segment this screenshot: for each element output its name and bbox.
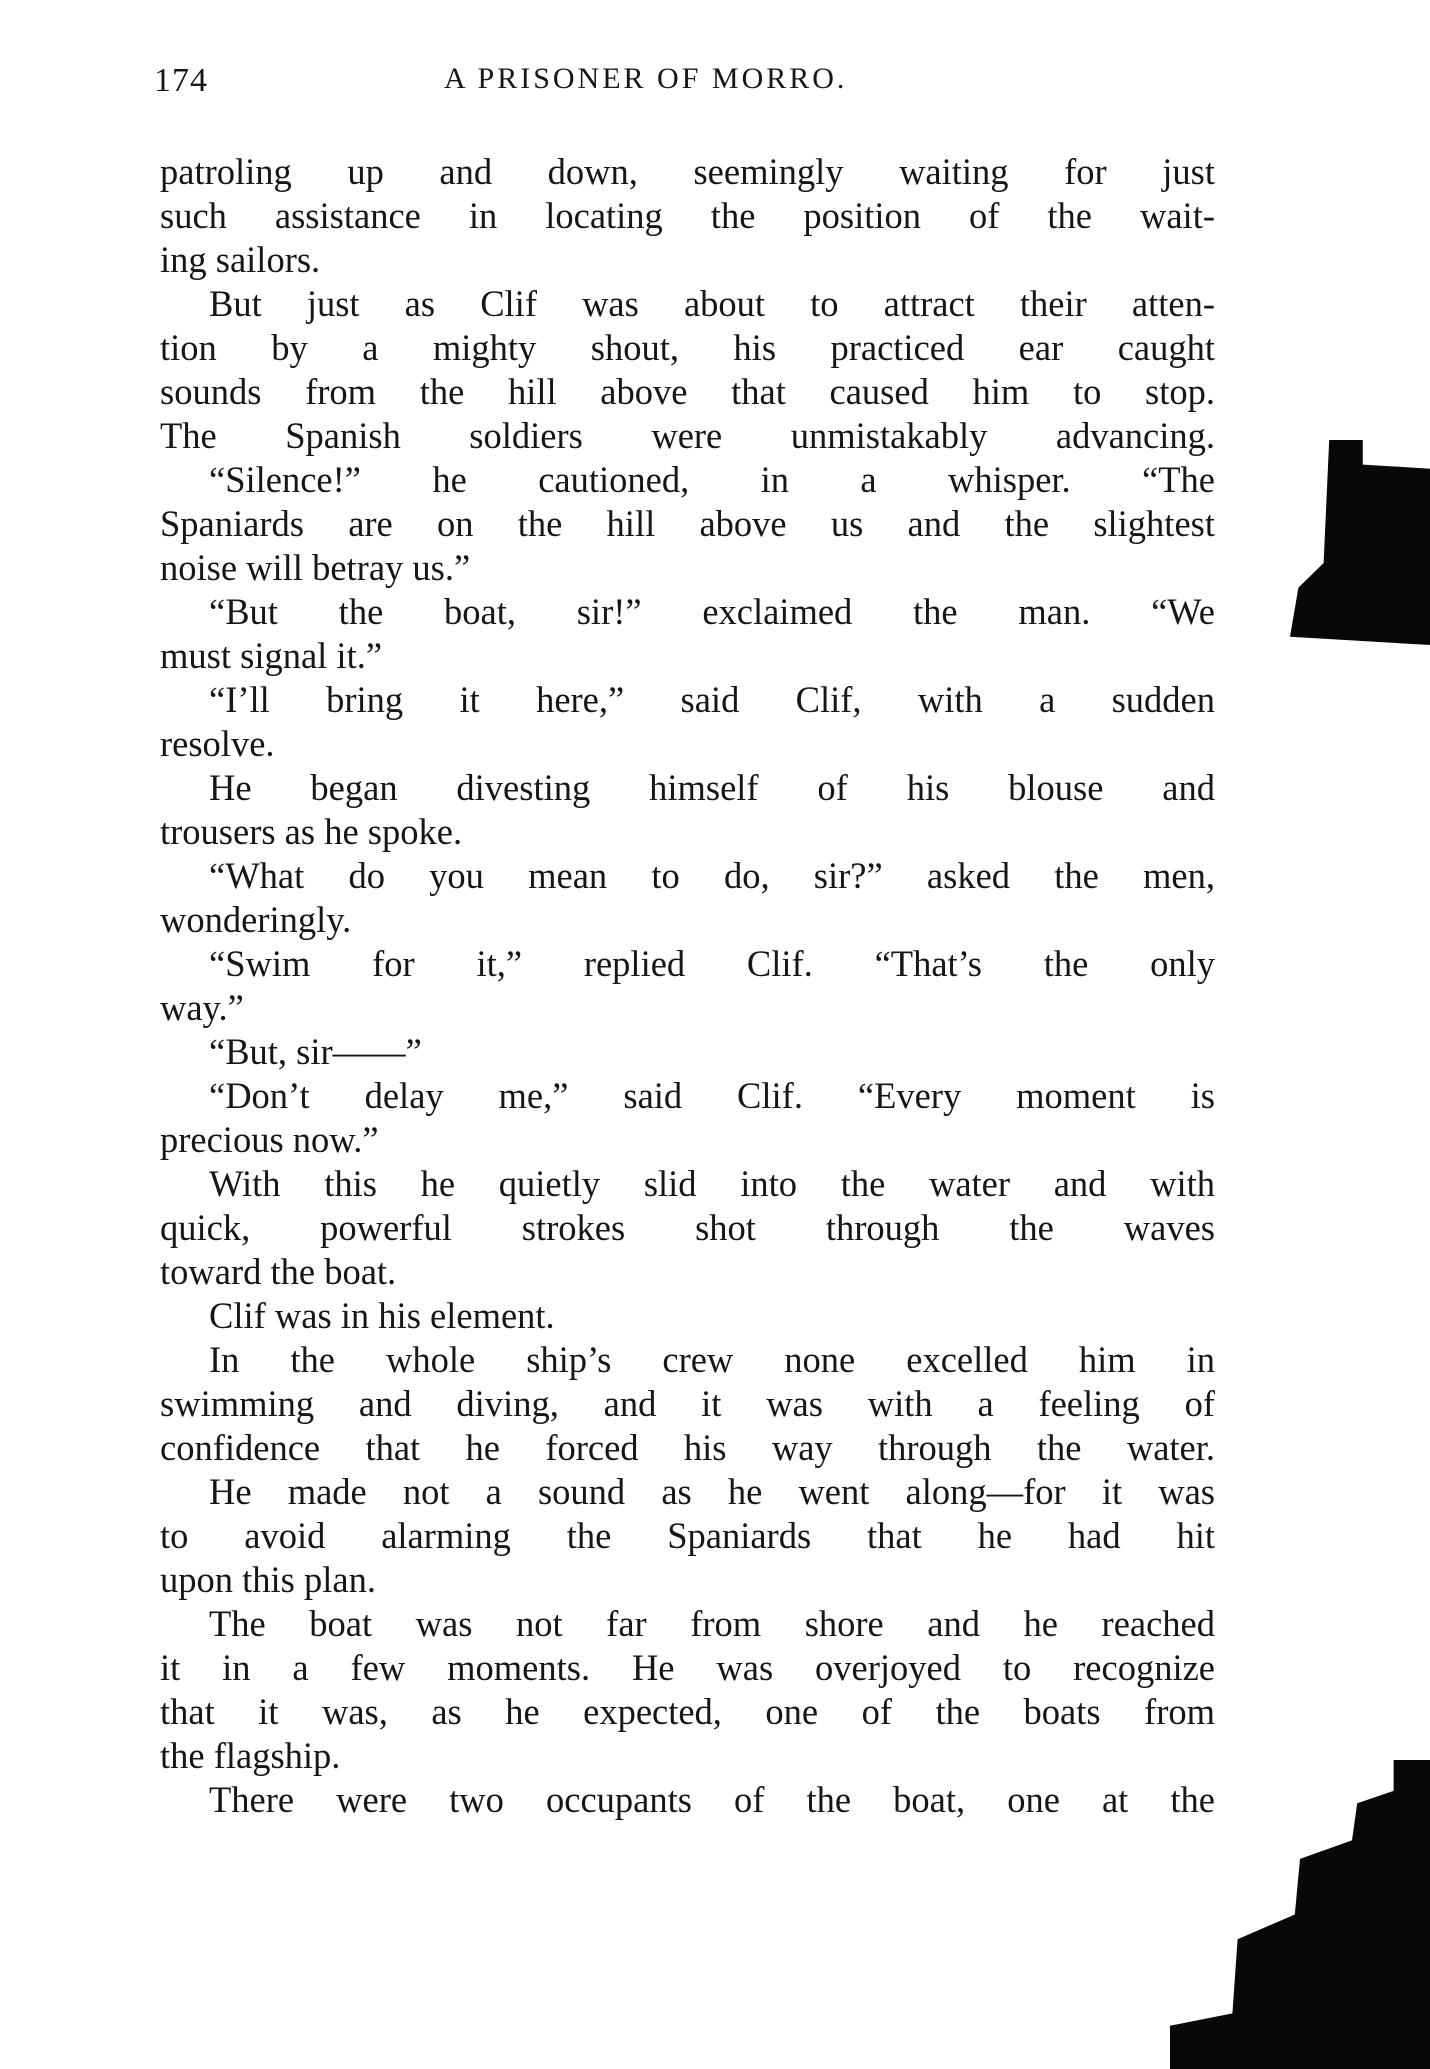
text-line: patroling up and down, seemingly waiting for just: [160, 151, 1215, 192]
text-line: noise will betray us.”: [160, 547, 471, 588]
running-title: A PRISONER OF MORRO.: [444, 62, 848, 95]
text-line: sounds from the hill above that caused him to stop.: [160, 371, 1215, 412]
text-line: confidence that he forced his way through the water.: [160, 1427, 1215, 1468]
text-line: way.”: [160, 987, 244, 1028]
text-line: upon this plan.: [160, 1559, 376, 1600]
text-line: “I’ll bring it here,” said Clif, with a sudden: [209, 679, 1215, 720]
text-line: He made not a sound as he went along—for it was: [209, 1471, 1215, 1512]
text-line: Spaniards are on the hill above us and the slightest: [160, 503, 1215, 544]
text-line: Clif was in his element.: [209, 1295, 555, 1336]
text-line: But just as Clif was about to attract their atten-: [209, 283, 1215, 324]
scan-edge-shadow-upper: [1290, 440, 1430, 645]
text-line: tion by a mighty shout, his practiced ear caught: [160, 327, 1215, 368]
text-line: to avoid alarming the Spaniards that he had hit: [160, 1515, 1215, 1556]
text-line: swimming and diving, and it was with a feeling of: [160, 1383, 1215, 1424]
text-line: such assistance in locating the position of the wait-: [160, 195, 1215, 236]
text-line: The Spanish soldiers were unmistakably advancing.: [160, 415, 1215, 456]
text-line: “Swim for it,” replied Clif. “That’s the only: [209, 943, 1215, 984]
text-line: “What do you mean to do, sir?” asked the men,: [209, 855, 1215, 896]
text-line: quick, powerful strokes shot through the waves: [160, 1207, 1215, 1248]
page-number: 174: [154, 62, 208, 99]
text-line: ing sailors.: [160, 239, 321, 280]
text-line: With this he quietly slid into the water and with: [209, 1163, 1215, 1204]
text-line: must signal it.”: [160, 635, 383, 676]
text-line: resolve.: [160, 723, 275, 764]
text-line: “Don’t delay me,” said Clif. “Every moment is: [209, 1075, 1215, 1116]
text-line: wonderingly.: [160, 899, 352, 940]
text-line: that it was, as he expected, one of the boats from: [160, 1691, 1215, 1732]
text-line: In the whole ship’s crew none excelled him in: [209, 1339, 1215, 1380]
text-line: the flagship.: [160, 1735, 341, 1776]
text-line: “But the boat, sir!” exclaimed the man. “We: [209, 591, 1215, 632]
text-line: precious now.”: [160, 1119, 379, 1160]
text-line: He began divesting himself of his blouse and: [209, 767, 1215, 808]
text-line: “Silence!” he cautioned, in a whisper. “The: [209, 459, 1215, 500]
text-line: it in a few moments. He was overjoyed to recognize: [160, 1647, 1215, 1688]
page-header: [154, 62, 1214, 114]
text-line: There were two occupants of the boat, one at the: [209, 1779, 1215, 1820]
text-line: The boat was not far from shore and he reached: [209, 1603, 1215, 1644]
text-line: toward the boat.: [160, 1251, 397, 1292]
text-line: trousers as he spoke.: [160, 811, 463, 852]
text-line: “But, sir——”: [209, 1031, 422, 1072]
